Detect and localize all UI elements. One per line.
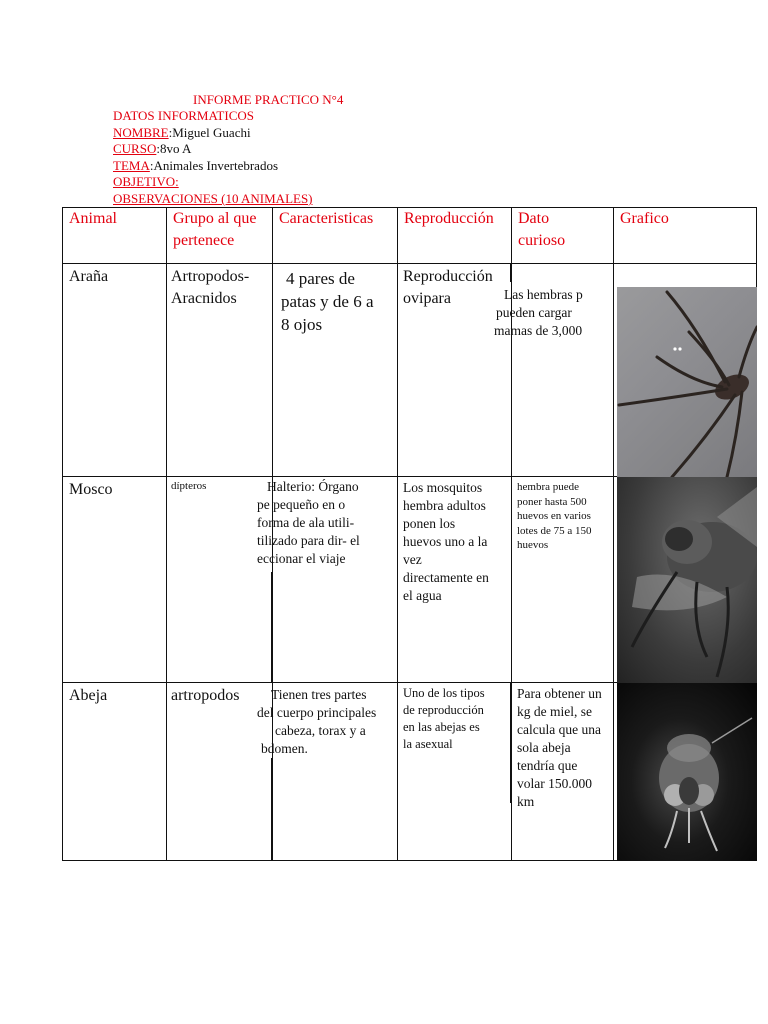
grupo-text: dípteros (171, 480, 207, 492)
reproduccion-text: Reproducción ovipara (403, 268, 493, 307)
caracteristicas-text: Halterio: Órgano pe pequeño en o forma de ala utili- tilizado para dir- el eccionar el viaje (257, 479, 360, 566)
objetivo-label: OBJETIVO: (113, 174, 179, 190)
reproduccion-text: Los mosquitos hembra adultos ponen los huevos uno a la vez directamente en el agua (403, 480, 489, 603)
nombre-line (113, 125, 313, 142)
header-fields (113, 108, 313, 208)
curso-value: :8vo A (156, 141, 192, 157)
header-animal: Animal (63, 208, 167, 264)
dato-text: Para obtener un kg de miel, se calcula que una sola abeja tendría que volar 150.000 km (517, 686, 602, 809)
table-row (63, 477, 757, 683)
fly-icon (617, 477, 757, 683)
cell-caracteristicas (257, 477, 398, 683)
cell-grafico (614, 264, 757, 477)
grupo-text: artropodos (171, 687, 240, 704)
dato-text: Las hembras p pueden cargar mamas de 3,000 (494, 287, 583, 338)
bee-icon (617, 683, 757, 861)
table-row (63, 683, 757, 861)
curso-line (113, 141, 313, 158)
cell-caracteristicas (257, 683, 398, 861)
animal-name: Mosco (69, 481, 113, 498)
spider-icon (617, 287, 757, 477)
fly-photo (617, 477, 757, 683)
cell-dato (512, 683, 614, 861)
observaciones-label: OBSERVACIONES (10 ANIMALES) (113, 190, 313, 206)
caracteristicas-text: Tienen tres partes del cuerpo principales cabeza, torax y a bdomen. (257, 687, 377, 756)
dato-text: hembra puede poner hasta 500 huevos en varios lotes de 75 a 150 huevos (517, 481, 592, 551)
tema-label: TEMA (113, 157, 150, 173)
report-title: INFORME PRACTICO N°4 (193, 92, 344, 107)
cell-grafico (614, 683, 757, 861)
nombre-label: NOMBRE (113, 124, 169, 140)
animal-name: Araña (69, 268, 109, 285)
cell-dato (512, 477, 614, 683)
cell-animal (63, 683, 167, 861)
reproduccion-text: Uno de los tipos de reproducción en las abejas es la asexual (403, 686, 485, 751)
nombre-value: :Miguel Guachi (168, 124, 251, 140)
animals-table (62, 207, 757, 861)
section-datos: DATOS INFORMATICOS (113, 108, 254, 123)
cell-animal (63, 477, 167, 683)
caracteristicas-text: 4 pares de patas y de 6 a 8 ojos (281, 269, 374, 334)
cell-reproduccion (398, 683, 512, 861)
tema-value: :Animales Invertebrados (149, 157, 278, 173)
spider-photo (617, 287, 757, 477)
header-grafico: Grafico (614, 208, 757, 264)
table-header-row (63, 208, 757, 264)
animal-name: Abeja (69, 687, 108, 704)
tema-line (113, 158, 313, 175)
header-reproduccion: Reproducción (398, 208, 512, 264)
cell-animal (63, 264, 167, 477)
header-grupo: Grupo al que pertenece (167, 208, 273, 264)
header-caracteristicas: Caracteristicas (273, 208, 398, 264)
table-row (63, 264, 757, 477)
cell-dato (494, 264, 614, 477)
curso-label: CURSO (113, 141, 157, 157)
grupo-text: Artropodos- Aracnidos (171, 268, 250, 307)
bee-photo (617, 683, 757, 861)
cell-grafico (614, 477, 757, 683)
cell-grupo (167, 264, 273, 477)
cell-caracteristicas (273, 264, 398, 477)
cell-reproduccion (398, 477, 512, 683)
header-dato: Dato curioso (512, 208, 614, 264)
